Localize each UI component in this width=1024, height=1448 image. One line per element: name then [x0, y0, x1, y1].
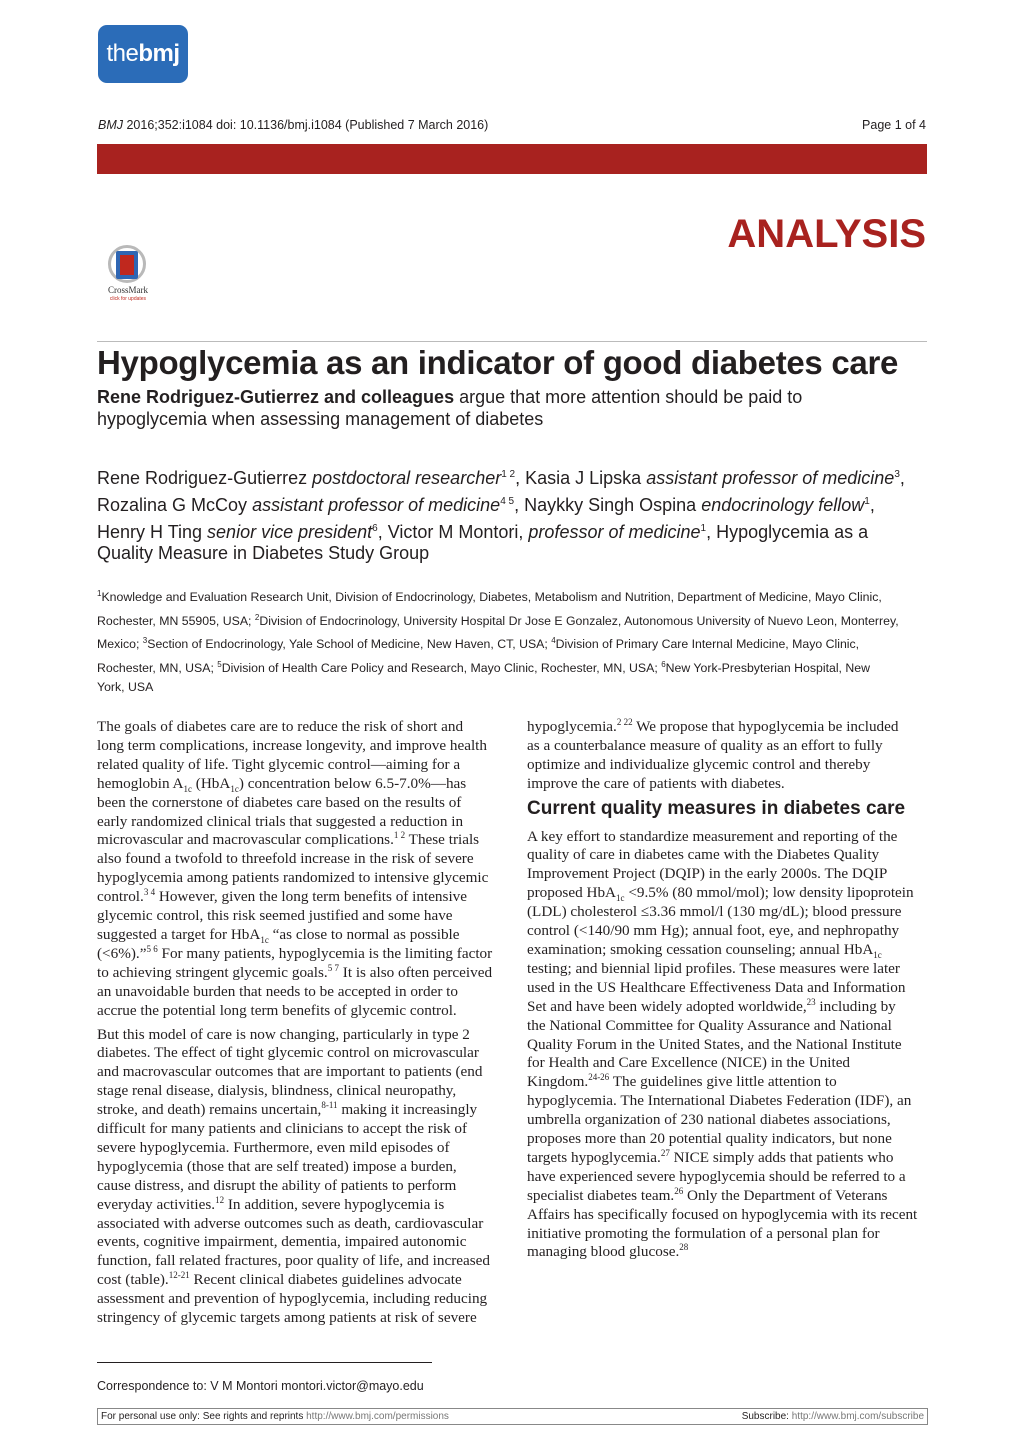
- text-line: hypoglycemia. The International Diabetes Federation (IDF), an: [527, 1092, 912, 1110]
- crossmark-sub: click for updates: [109, 296, 147, 302]
- text-span: (HbA: [191, 774, 231, 792]
- standfirst: [97, 386, 897, 430]
- text-line: optimize and individualize glycemic control and thereby: [527, 755, 871, 773]
- subscribe-link[interactable]: http://www.bmj.com/subscribe: [791, 1411, 924, 1422]
- text-span: In addition, severe hypoglycemia is: [224, 1195, 445, 1213]
- reference[interactable]: 2 22: [616, 716, 633, 727]
- footer-left: [101, 1409, 449, 1424]
- citation-journal: BMJ: [98, 118, 123, 132]
- affil-num: 3: [142, 636, 148, 646]
- body-column-right: [527, 718, 937, 1267]
- reference[interactable]: 8-11: [321, 1100, 338, 1111]
- affil-num: 6: [661, 659, 666, 669]
- text-span: targets hypoglycemia.: [527, 1148, 661, 1166]
- text-line: stage renal disease, dialysis, blindness, clinical neuropathy,: [97, 1082, 457, 1100]
- reference[interactable]: 1 2: [393, 830, 406, 841]
- author-name: , Naykky Singh Ospina: [514, 495, 702, 515]
- text-line: Affairs has specifically focused on hypoglycemia with its recent: [527, 1205, 918, 1223]
- text-span: “as close to normal as possible: [268, 925, 460, 943]
- affil-num: 2: [254, 612, 260, 622]
- text-line: Improvement Project (DQIP) in the early 2000s. The DQIP: [527, 865, 888, 883]
- section-heading: Current quality measures in diabetes care: [527, 797, 906, 819]
- page-number: Page 1 of 4: [862, 118, 926, 132]
- text-line: [97, 831, 507, 850]
- text-line: glycemic control, this risk seemed justified and some have: [97, 907, 453, 925]
- text-span: control.: [97, 888, 144, 906]
- reference[interactable]: 12: [215, 1194, 225, 1205]
- text-line: testing; and biennial lipid profiles. These measures were later: [527, 959, 900, 977]
- text-span: For many patients, hypoglycemia is the limiting factor: [157, 944, 493, 962]
- text-line: [527, 941, 937, 960]
- text-span: making it increasingly: [337, 1101, 478, 1119]
- footnote-rule: [97, 1362, 432, 1363]
- text-line: [97, 1101, 507, 1120]
- separator: ,: [899, 468, 905, 488]
- affil-text: Division of Health Care Policy and Research, Mayo Clinic, Rochester, MN, USA;: [221, 660, 662, 675]
- author-role: senior vice president: [207, 522, 373, 542]
- text-line: events, cognitive impairment, dementia, impaired autonomic: [97, 1233, 467, 1251]
- reference[interactable]: 5 6: [146, 943, 158, 954]
- standfirst-text: argue that more attention should be paid to: [454, 387, 803, 407]
- text-line: hypoglycemia (those that are self treated) impose a burden,: [97, 1157, 457, 1175]
- affil-text: York, USA: [97, 680, 154, 695]
- citation: [98, 118, 488, 132]
- affil-num: 4: [551, 636, 556, 646]
- text-span: <9.5% (80 mmol/mol); low density lipoprotein: [624, 884, 914, 902]
- footer-right: [742, 1409, 924, 1424]
- text-span: ) concentration below 6.5-7.0%—has: [238, 774, 467, 792]
- affil-text: Rochester, MN, USA;: [97, 660, 218, 675]
- author-role: assistant professor of medicine: [646, 468, 895, 488]
- reference[interactable]: 28: [679, 1242, 689, 1253]
- text-span: However, given the long term benefits of intensive: [155, 888, 467, 906]
- footer-bar: [97, 1408, 928, 1425]
- personal-use-text: For personal use only: See rights and reprints: [101, 1411, 307, 1422]
- text-line: as a counterbalance measure of quality as an effort to fully: [527, 736, 883, 754]
- text-line: A key effort to standardize measurement and reporting of the: [527, 827, 898, 845]
- subscribe-label: Subscribe:: [741, 1411, 792, 1422]
- author-name: , Victor M Montori,: [377, 522, 529, 542]
- author-list: [97, 463, 937, 562]
- reference[interactable]: 3 4: [143, 887, 156, 898]
- text-line: and macrovascular outcomes that are important to patients (end: [97, 1063, 483, 1081]
- text-line: [527, 884, 937, 903]
- correspondence: Correspondence to: V M Montori montori.victor@mayo.edu: [97, 1379, 424, 1393]
- logo-text-bmj: bmj: [138, 40, 180, 67]
- text-line: umbrella organization of 230 national diabetes associations,: [527, 1111, 891, 1129]
- subscript: 1c: [873, 950, 882, 960]
- text-line: [527, 1187, 937, 1206]
- text-line: function, fall related fractures, poor quality of life, and increased: [97, 1252, 491, 1270]
- text-span: Recent clinical diabetes guidelines advocate: [189, 1271, 462, 1289]
- affil-text: Mexico;: [97, 637, 143, 652]
- crossmark-label: CrossMark: [108, 285, 148, 295]
- text-span: (<6%).”: [97, 944, 147, 962]
- citation-details: 2016;352:i1084 doi: 10.1136/bmj.i1084 (Published 7 March 2016): [123, 118, 489, 132]
- text-line: for Health and Care Excellence (NICE) in the United: [527, 1054, 851, 1072]
- author-name: , Kasia J Lipska: [515, 468, 647, 488]
- affil-text: Rochester, MN 55905, USA;: [97, 613, 255, 628]
- section-label: ANALYSIS: [727, 212, 926, 256]
- affil-text: New York-Presbyterian Hospital, New: [665, 660, 870, 675]
- text-line: The goals of diabetes care are to reduce the risk of short and: [97, 718, 464, 735]
- affil-num: 1: [97, 589, 102, 598]
- paragraph: [97, 718, 507, 1021]
- affil-text: Knowledge and Evaluation Research Unit, Division of Endocrinology, Diabetes, Metabolism and Nutrition, Department of Medicine, Mayo Clinic,: [101, 590, 882, 605]
- bmj-logo[interactable]: [98, 25, 188, 83]
- text-line: diabetes. The effect of tight glycemic control on microvascular: [97, 1044, 479, 1062]
- reference[interactable]: 26: [674, 1185, 684, 1196]
- reference[interactable]: 12-21: [168, 1270, 190, 1281]
- text-span: Kingdom.: [527, 1073, 589, 1091]
- author-role: postdoctoral researcher: [312, 468, 502, 488]
- text-line: an unavoidable burden that needs to be accepted in order to: [97, 982, 458, 1000]
- text-line: [97, 888, 507, 907]
- affiliations: [97, 584, 927, 698]
- affil-ref: 6: [372, 523, 378, 534]
- text-span: It is also often perceived: [338, 963, 493, 981]
- text-line: difficult for many patients and clinicians to accept the risk of: [97, 1120, 468, 1138]
- text-span: examination; smoking cessation counseling; annual HbA: [527, 940, 874, 958]
- standfirst-text-2: hypoglycemia when assessing management of diabetes: [97, 409, 544, 429]
- affil-ref: 3: [894, 469, 900, 480]
- text-line: long term complications, increase longevity, and improve health: [97, 736, 487, 754]
- reference[interactable]: 27: [660, 1147, 670, 1158]
- text-line: associated with adverse outcomes such as death, cardiovascular: [97, 1214, 484, 1232]
- author-role: assistant professor of medicine: [252, 495, 501, 515]
- text-line: [97, 964, 507, 983]
- affil-text: Division of Endocrinology, University Hospital Dr Jose E Gonzalez, Autonomous University of Nuevo Leon, Monterrey,: [259, 613, 899, 628]
- separator: ,: [869, 495, 875, 515]
- text-line: [97, 926, 507, 945]
- text-line: [527, 1243, 937, 1262]
- text-span: Only the Department of Veterans: [683, 1186, 888, 1204]
- text-span: everyday activities.: [97, 1195, 216, 1213]
- text-line: [97, 775, 507, 794]
- text-span: These trials: [405, 831, 480, 849]
- text-line: [527, 1149, 937, 1168]
- body-column-left: [97, 718, 507, 1333]
- text-span: Set and have been widely adopted worldwide,: [527, 997, 807, 1015]
- text-line: have experienced severe hypoglycemia should be referred to a: [527, 1167, 906, 1185]
- text-line: [97, 1196, 507, 1215]
- author-group: Quality Measure in Diabetes Study Group: [97, 543, 430, 563]
- reference[interactable]: 5 7: [327, 962, 339, 973]
- text-span: managing blood glucose.: [527, 1243, 680, 1261]
- author-name: Rozalina G McCoy: [97, 495, 253, 515]
- text-span: hemoglobin A: [97, 774, 184, 792]
- text-span: proposed HbA: [527, 884, 617, 902]
- text-span: suggested a target for HbA: [97, 925, 261, 943]
- text-line: early randomized clinical trials that suggested a reduction in: [97, 812, 464, 830]
- affil-ref: 1: [700, 523, 707, 534]
- text-span: NICE simply adds that patients who: [669, 1148, 894, 1166]
- author-role: endocrinology fellow: [701, 495, 865, 515]
- text-line: [97, 945, 507, 964]
- text-span: specialist diabetes team.: [527, 1186, 675, 1204]
- logo-text-the: the: [106, 40, 139, 67]
- text-line: [97, 1271, 507, 1290]
- text-span: The guidelines give little attention to: [609, 1073, 837, 1091]
- text-line: [527, 1073, 937, 1092]
- text-span: microvascular and macrovascular complications.: [97, 831, 394, 849]
- paragraph: [97, 1026, 507, 1329]
- author-name: Henry H Ting: [97, 522, 208, 542]
- text-line: used in the US Healthcare Effectiveness Data and Information: [527, 978, 906, 996]
- text-line: proposes more than 20 potential quality indicators, but none: [527, 1130, 892, 1148]
- title-rule: [97, 341, 927, 342]
- paragraph: [527, 718, 937, 794]
- permissions-link[interactable]: http://www.bmj.com/permissions: [306, 1411, 449, 1422]
- text-span: cost (table).: [97, 1271, 169, 1289]
- text-line: accrue the potential long term benefits of glycemic control.: [97, 1001, 457, 1019]
- subscript: 1c: [230, 783, 239, 794]
- text-line: [527, 718, 937, 737]
- affil-ref: 4 5: [500, 496, 515, 507]
- paragraph: [527, 828, 937, 1263]
- crossmark-icon-center: [120, 255, 134, 275]
- text-span: stroke, and death) remains uncertain,: [97, 1101, 322, 1119]
- affil-num: 5: [217, 659, 222, 669]
- text-line: related quality of life. Tight glycemic control—aiming for a: [97, 755, 461, 773]
- text-line: severe hypoglycemia. Furthermore, even mild episodes of: [97, 1138, 450, 1156]
- text-span: hypoglycemia.: [527, 718, 617, 735]
- affil-ref: 1 2: [501, 469, 516, 480]
- subscript: 1c: [616, 893, 625, 904]
- affil-ref: 1: [864, 496, 870, 507]
- header-red-bar: [97, 144, 927, 174]
- text-line: (LDL) cholesterol ≤3.36 mmol/l (130 mg/dL); blood pressure: [527, 903, 902, 921]
- affil-text: Division of Primary Care Internal Medicine, Mayo Clinic,: [555, 637, 860, 652]
- text-line: assessment and prevention of hypoglycemia, including reducing: [97, 1290, 488, 1308]
- text-span: We propose that hypoglycemia be included: [632, 718, 899, 735]
- text-line: improve the care of patients with diabetes.: [527, 774, 785, 792]
- author-role: professor of medicine: [528, 522, 701, 542]
- author-name: Rene Rodriguez-Gutierrez: [97, 468, 313, 488]
- reference[interactable]: 23: [806, 996, 816, 1007]
- text-line: initiative promoting the formulation of a personal plan for: [527, 1224, 880, 1242]
- author-group: , Hypoglycemia as a: [706, 522, 869, 542]
- article-title: Hypoglycemia as an indicator of good diabetes care: [97, 344, 899, 381]
- text-line: Quality Forum in the United States, and the National Institute: [527, 1035, 902, 1053]
- text-line: the National Committee for Quality Assurance and National: [527, 1016, 892, 1034]
- subscript: 1c: [260, 935, 269, 945]
- reference[interactable]: 24-26: [588, 1072, 610, 1083]
- text-span: to achieving stringent glycemic goals.: [97, 963, 328, 981]
- crossmark-badge[interactable]: [103, 245, 153, 307]
- text-line: control (<140/90 mm Hg); annual foot, eye, and nephropathy: [527, 922, 900, 940]
- text-span: including by: [815, 997, 896, 1015]
- subscript: 1c: [183, 783, 192, 794]
- text-line: stringency of glycemic targets among patients at risk of severe: [97, 1309, 477, 1327]
- standfirst-authors: Rene Rodriguez-Gutierrez and colleagues: [97, 387, 455, 407]
- affil-text: Section of Endocrinology, Yale School of Medicine, New Haven, CT, USA;: [147, 637, 552, 652]
- text-line: hypoglycemia among patients randomized to intensive glycemic: [97, 869, 489, 887]
- text-line: also found a twofold to threefold increase in the risk of severe: [97, 850, 474, 868]
- text-line: But this model of care is now changing, particularly in type 2: [97, 1025, 470, 1043]
- text-line: quality of care in diabetes came with the Diabetes Quality: [527, 846, 880, 864]
- text-line: been the cornerstone of diabetes care based on the results of: [97, 793, 462, 811]
- text-line: cause distress, and disrupt the ability of patients to perform: [97, 1176, 457, 1194]
- text-line: [527, 998, 937, 1017]
